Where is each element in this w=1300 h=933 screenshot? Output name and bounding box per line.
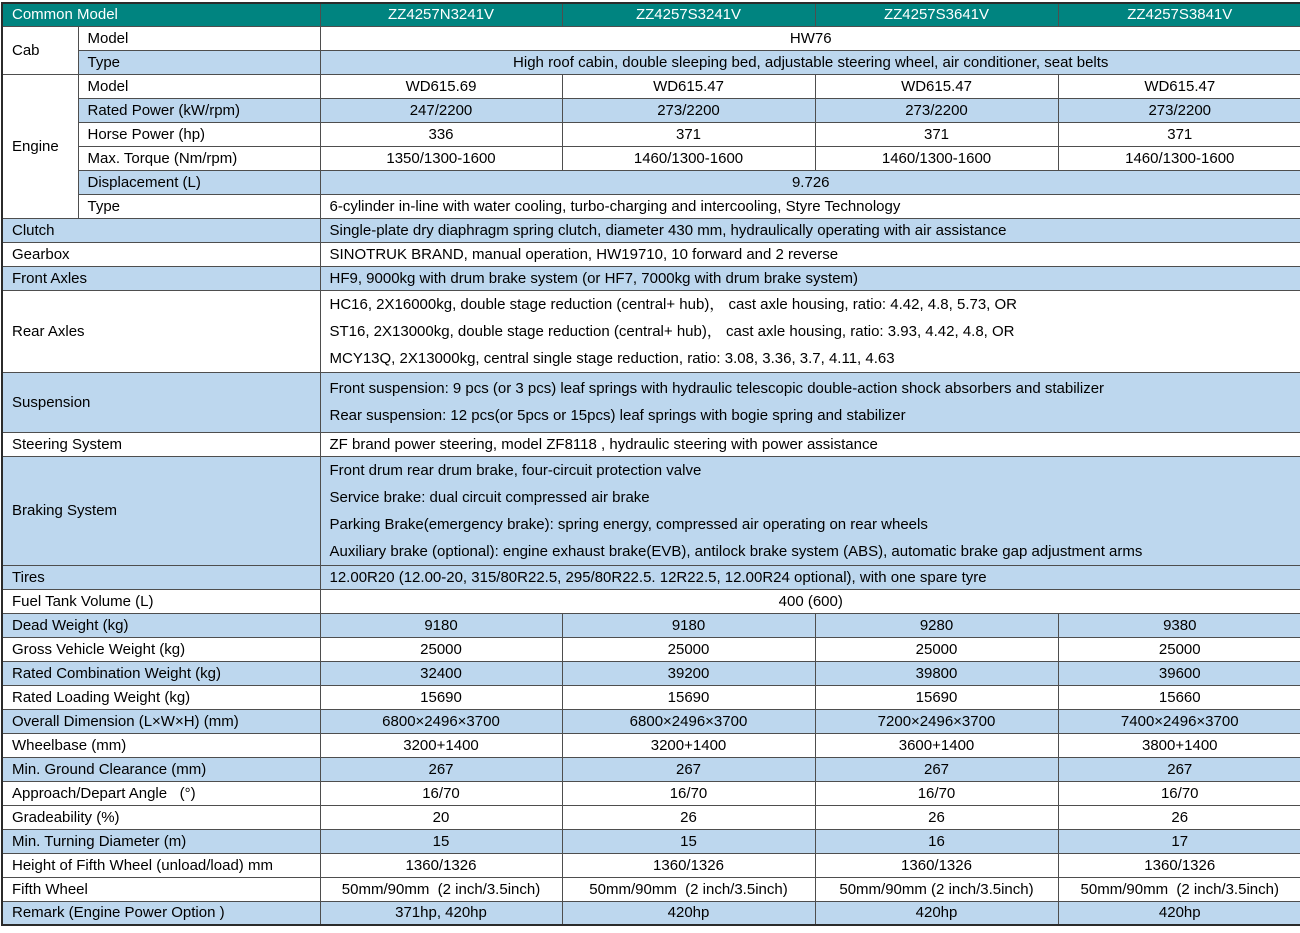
spec-row-6 [2, 170, 1300, 194]
value-cell-col2: 9180 [562, 613, 815, 637]
value-cell-col4: 267 [1058, 757, 1300, 781]
span-value-cell: SINOTRUK BRAND, manual operation, HW19710, 10 forward and 2 reverse [320, 242, 1300, 266]
spec-row-26 [2, 829, 1300, 853]
value-cell-col1: 1360/1326 [320, 853, 562, 877]
value-cell-col3: 39800 [815, 661, 1058, 685]
row-label-cell: Height of Fifth Wheel (unload/load) mm [2, 853, 320, 877]
span-value-line: Rear suspension: 12 pcs(or 5pcs or 15pcs) leaf springs with bogie spring and stabilizer [329, 407, 906, 424]
model-column-header-4: ZZ4257S3841V [1058, 3, 1300, 26]
spec-row-27 [2, 853, 1300, 877]
value-cell-col2: 16/70 [562, 781, 815, 805]
spec-row-17 [2, 613, 1300, 637]
value-cell-col4: 3800+1400 [1058, 733, 1300, 757]
row-label-cell: Min. Turning Diameter (m) [2, 829, 320, 853]
spec-row-25 [2, 805, 1300, 829]
value-cell-col4: 273/2200 [1058, 98, 1300, 122]
spec-row-12 [2, 372, 1300, 432]
value-cell-col3: 16/70 [815, 781, 1058, 805]
header-row [2, 3, 1300, 26]
value-cell-col4: 1360/1326 [1058, 853, 1300, 877]
row-label-cell: Type [78, 50, 320, 74]
value-cell-col1: 371hp, 420hp [320, 901, 562, 925]
value-cell-col4: 25000 [1058, 637, 1300, 661]
value-cell-col2: 273/2200 [562, 98, 815, 122]
span-value-line: HC16, 2X16000kg, double stage reduction (central+ hub)， cast axle housing, ratio: 4.42, 4.8, 5.73, OR [329, 295, 1018, 313]
row-label-cell: Rated Loading Weight (kg) [2, 685, 320, 709]
spec-row-0 [2, 26, 1300, 50]
row-label-cell: Clutch [2, 218, 320, 242]
common-model-header: Common Model [2, 3, 320, 26]
span-value-cell: 400 (600) [320, 589, 1300, 613]
value-cell-col3: 50mm/90mm (2 inch/3.5inch) [815, 877, 1058, 901]
value-cell-col3: WD615.47 [815, 74, 1058, 98]
row-label-cell: Max. Torque (Nm/rpm) [78, 146, 320, 170]
value-cell-col2: 371 [562, 122, 815, 146]
value-cell-col4: 39600 [1058, 661, 1300, 685]
category-cell-cab: Cab [2, 26, 78, 74]
spec-row-15 [2, 565, 1300, 589]
span-value-line: ST16, 2X13000kg, double stage reduction (central+ hub)， cast axle housing, ratio: 3.93, 4.42, 4.8, OR [329, 322, 1015, 340]
span-value-cell: High roof cabin, double sleeping bed, adjustable steering wheel, air conditioner, seat belts [320, 50, 1300, 74]
value-cell-col3: 16 [815, 829, 1058, 853]
spec-row-2 [2, 74, 1300, 98]
value-cell-col1: 6800×2496×3700 [320, 709, 562, 733]
spec-row-3 [2, 98, 1300, 122]
spec-row-23 [2, 757, 1300, 781]
value-cell-col3: 3600+1400 [815, 733, 1058, 757]
spec-row-10 [2, 266, 1300, 290]
span-value-cell: 6-cylinder in-line with water cooling, turbo-charging and intercooling, Styre Technology [320, 194, 1300, 218]
value-cell-col1: 336 [320, 122, 562, 146]
span-value-line: MCY13Q, 2X13000kg, central single stage reduction, ratio: 3.08, 3.36, 3.7, 4.11, 4.63 [329, 349, 895, 367]
row-label-cell: Steering System [2, 432, 320, 456]
value-cell-col4: 7400×2496×3700 [1058, 709, 1300, 733]
value-cell-col3: 1360/1326 [815, 853, 1058, 877]
spec-table [1, 2, 1300, 926]
value-cell-col1: 1350/1300-1600 [320, 146, 562, 170]
spec-row-7 [2, 194, 1300, 218]
value-cell-col4: 371 [1058, 122, 1300, 146]
spec-row-1 [2, 50, 1300, 74]
span-value-cell: 12.00R20 (12.00-20, 315/80R22.5, 295/80R22.5. 12R22.5, 12.00R24 optional), with one spare tyre [320, 565, 1300, 589]
value-cell-col1: 9180 [320, 613, 562, 637]
value-cell-col3: 273/2200 [815, 98, 1058, 122]
value-cell-col2: 420hp [562, 901, 815, 925]
spec-row-21 [2, 709, 1300, 733]
value-cell-col2: 15 [562, 829, 815, 853]
value-cell-col2: 267 [562, 757, 815, 781]
spec-row-13 [2, 432, 1300, 456]
span-value-cell: 9.726 [320, 170, 1300, 194]
value-cell-col3: 15690 [815, 685, 1058, 709]
value-cell-col1: 15690 [320, 685, 562, 709]
span-value-cell: Single-plate dry diaphragm spring clutch, diameter 430 mm, hydraulically operating with air assistance [320, 218, 1300, 242]
value-cell-col4: 420hp [1058, 901, 1300, 925]
value-cell-col2: 26 [562, 805, 815, 829]
value-cell-col2: 6800×2496×3700 [562, 709, 815, 733]
value-cell-col4: 50mm/90mm (2 inch/3.5inch) [1058, 877, 1300, 901]
value-cell-col1: 20 [320, 805, 562, 829]
row-label-cell: Wheelbase (mm) [2, 733, 320, 757]
value-cell-col1: 32400 [320, 661, 562, 685]
row-label-cell: Tires [2, 565, 320, 589]
value-cell-col1: 16/70 [320, 781, 562, 805]
span-value-cell [320, 456, 1300, 565]
value-cell-col3: 9280 [815, 613, 1058, 637]
row-label-cell: Front Axles [2, 266, 320, 290]
value-cell-col2: 39200 [562, 661, 815, 685]
value-cell-col1: 3200+1400 [320, 733, 562, 757]
value-cell-col4: WD615.47 [1058, 74, 1300, 98]
spec-row-20 [2, 685, 1300, 709]
span-value-line: Parking Brake(emergency brake): spring energy, compressed air operating on rear wheels [329, 515, 928, 533]
value-cell-col3: 26 [815, 805, 1058, 829]
value-cell-col4: 9380 [1058, 613, 1300, 637]
row-label-cell: Model [78, 26, 320, 50]
value-cell-col4: 15660 [1058, 685, 1300, 709]
value-cell-col1: 15 [320, 829, 562, 853]
value-cell-col2: 25000 [562, 637, 815, 661]
row-label-cell: Horse Power (hp) [78, 122, 320, 146]
spec-row-4 [2, 122, 1300, 146]
row-label-cell: Type [78, 194, 320, 218]
row-label-cell: Gearbox [2, 242, 320, 266]
value-cell-col4: 1460/1300-1600 [1058, 146, 1300, 170]
row-label-cell: Remark (Engine Power Option ) [2, 901, 320, 925]
spec-row-16 [2, 589, 1300, 613]
row-label-cell: Rated Power (kW/rpm) [78, 98, 320, 122]
value-cell-col1: WD615.69 [320, 74, 562, 98]
row-label-cell: Gradeability (%) [2, 805, 320, 829]
spec-row-28 [2, 877, 1300, 901]
spec-row-29 [2, 901, 1300, 925]
model-column-header-2: ZZ4257S3241V [562, 3, 815, 26]
row-label-cell: Rated Combination Weight (kg) [2, 661, 320, 685]
value-cell-col2: 1460/1300-1600 [562, 146, 815, 170]
row-label-cell: Model [78, 74, 320, 98]
value-cell-col2: 3200+1400 [562, 733, 815, 757]
row-label-cell: Fifth Wheel [2, 877, 320, 901]
spec-row-18 [2, 637, 1300, 661]
value-cell-col3: 1460/1300-1600 [815, 146, 1058, 170]
row-label-cell: Dead Weight (kg) [2, 613, 320, 637]
spec-row-19 [2, 661, 1300, 685]
value-cell-col2: WD615.47 [562, 74, 815, 98]
row-label-cell: Approach/Depart Angle (°) [2, 781, 320, 805]
value-cell-col2: 15690 [562, 685, 815, 709]
value-cell-col2: 1360/1326 [562, 853, 815, 877]
value-cell-col3: 267 [815, 757, 1058, 781]
spec-row-9 [2, 242, 1300, 266]
value-cell-col3: 25000 [815, 637, 1058, 661]
value-cell-col1: 25000 [320, 637, 562, 661]
category-cell-engine: Engine [2, 74, 78, 218]
value-cell-col2: 50mm/90mm (2 inch/3.5inch) [562, 877, 815, 901]
value-cell-col1: 247/2200 [320, 98, 562, 122]
value-cell-col3: 420hp [815, 901, 1058, 925]
value-cell-col4: 16/70 [1058, 781, 1300, 805]
model-column-header-1: ZZ4257N3241V [320, 3, 562, 26]
span-value-cell [320, 290, 1300, 372]
value-cell-col1: 267 [320, 757, 562, 781]
spec-row-5 [2, 146, 1300, 170]
row-label-cell: Displacement (L) [78, 170, 320, 194]
value-cell-col3: 7200×2496×3700 [815, 709, 1058, 733]
span-value-cell: ZF brand power steering, model ZF8118 , hydraulic steering with power assistance [320, 432, 1300, 456]
value-cell-col4: 26 [1058, 805, 1300, 829]
row-label-cell: Fuel Tank Volume (L) [2, 589, 320, 613]
spec-row-22 [2, 733, 1300, 757]
row-label-cell: Overall Dimension (L×W×H) (mm) [2, 709, 320, 733]
value-cell-col3: 371 [815, 122, 1058, 146]
span-value-line: Front drum rear drum brake, four-circuit protection valve [329, 461, 702, 479]
row-label-cell: Min. Ground Clearance (mm) [2, 757, 320, 781]
span-value-line: Service brake: dual circuit compressed air brake [329, 488, 650, 506]
spec-row-8 [2, 218, 1300, 242]
row-label-cell: Braking System [2, 456, 320, 565]
span-value-line: Auxiliary brake (optional): engine exhaust brake(EVB), antilock brake system (ABS), automatic brake gap adjustment arms [329, 542, 1143, 560]
spec-row-24 [2, 781, 1300, 805]
row-label-cell: Gross Vehicle Weight (kg) [2, 637, 320, 661]
row-label-cell: Suspension [2, 372, 320, 432]
spec-row-14 [2, 456, 1300, 565]
spec-row-11 [2, 290, 1300, 372]
span-value-line: Front suspension: 9 pcs (or 3 pcs) leaf springs with hydraulic telescopic double-action shock absorbers and stabilizer [329, 380, 1105, 397]
span-value-cell: HF9, 9000kg with drum brake system (or HF7, 7000kg with drum brake system) [320, 266, 1300, 290]
row-label-cell: Rear Axles [2, 290, 320, 372]
span-value-cell [320, 372, 1300, 432]
value-cell-col4: 17 [1058, 829, 1300, 853]
value-cell-col1: 50mm/90mm (2 inch/3.5inch) [320, 877, 562, 901]
span-value-cell: HW76 [320, 26, 1300, 50]
model-column-header-3: ZZ4257S3641V [815, 3, 1058, 26]
